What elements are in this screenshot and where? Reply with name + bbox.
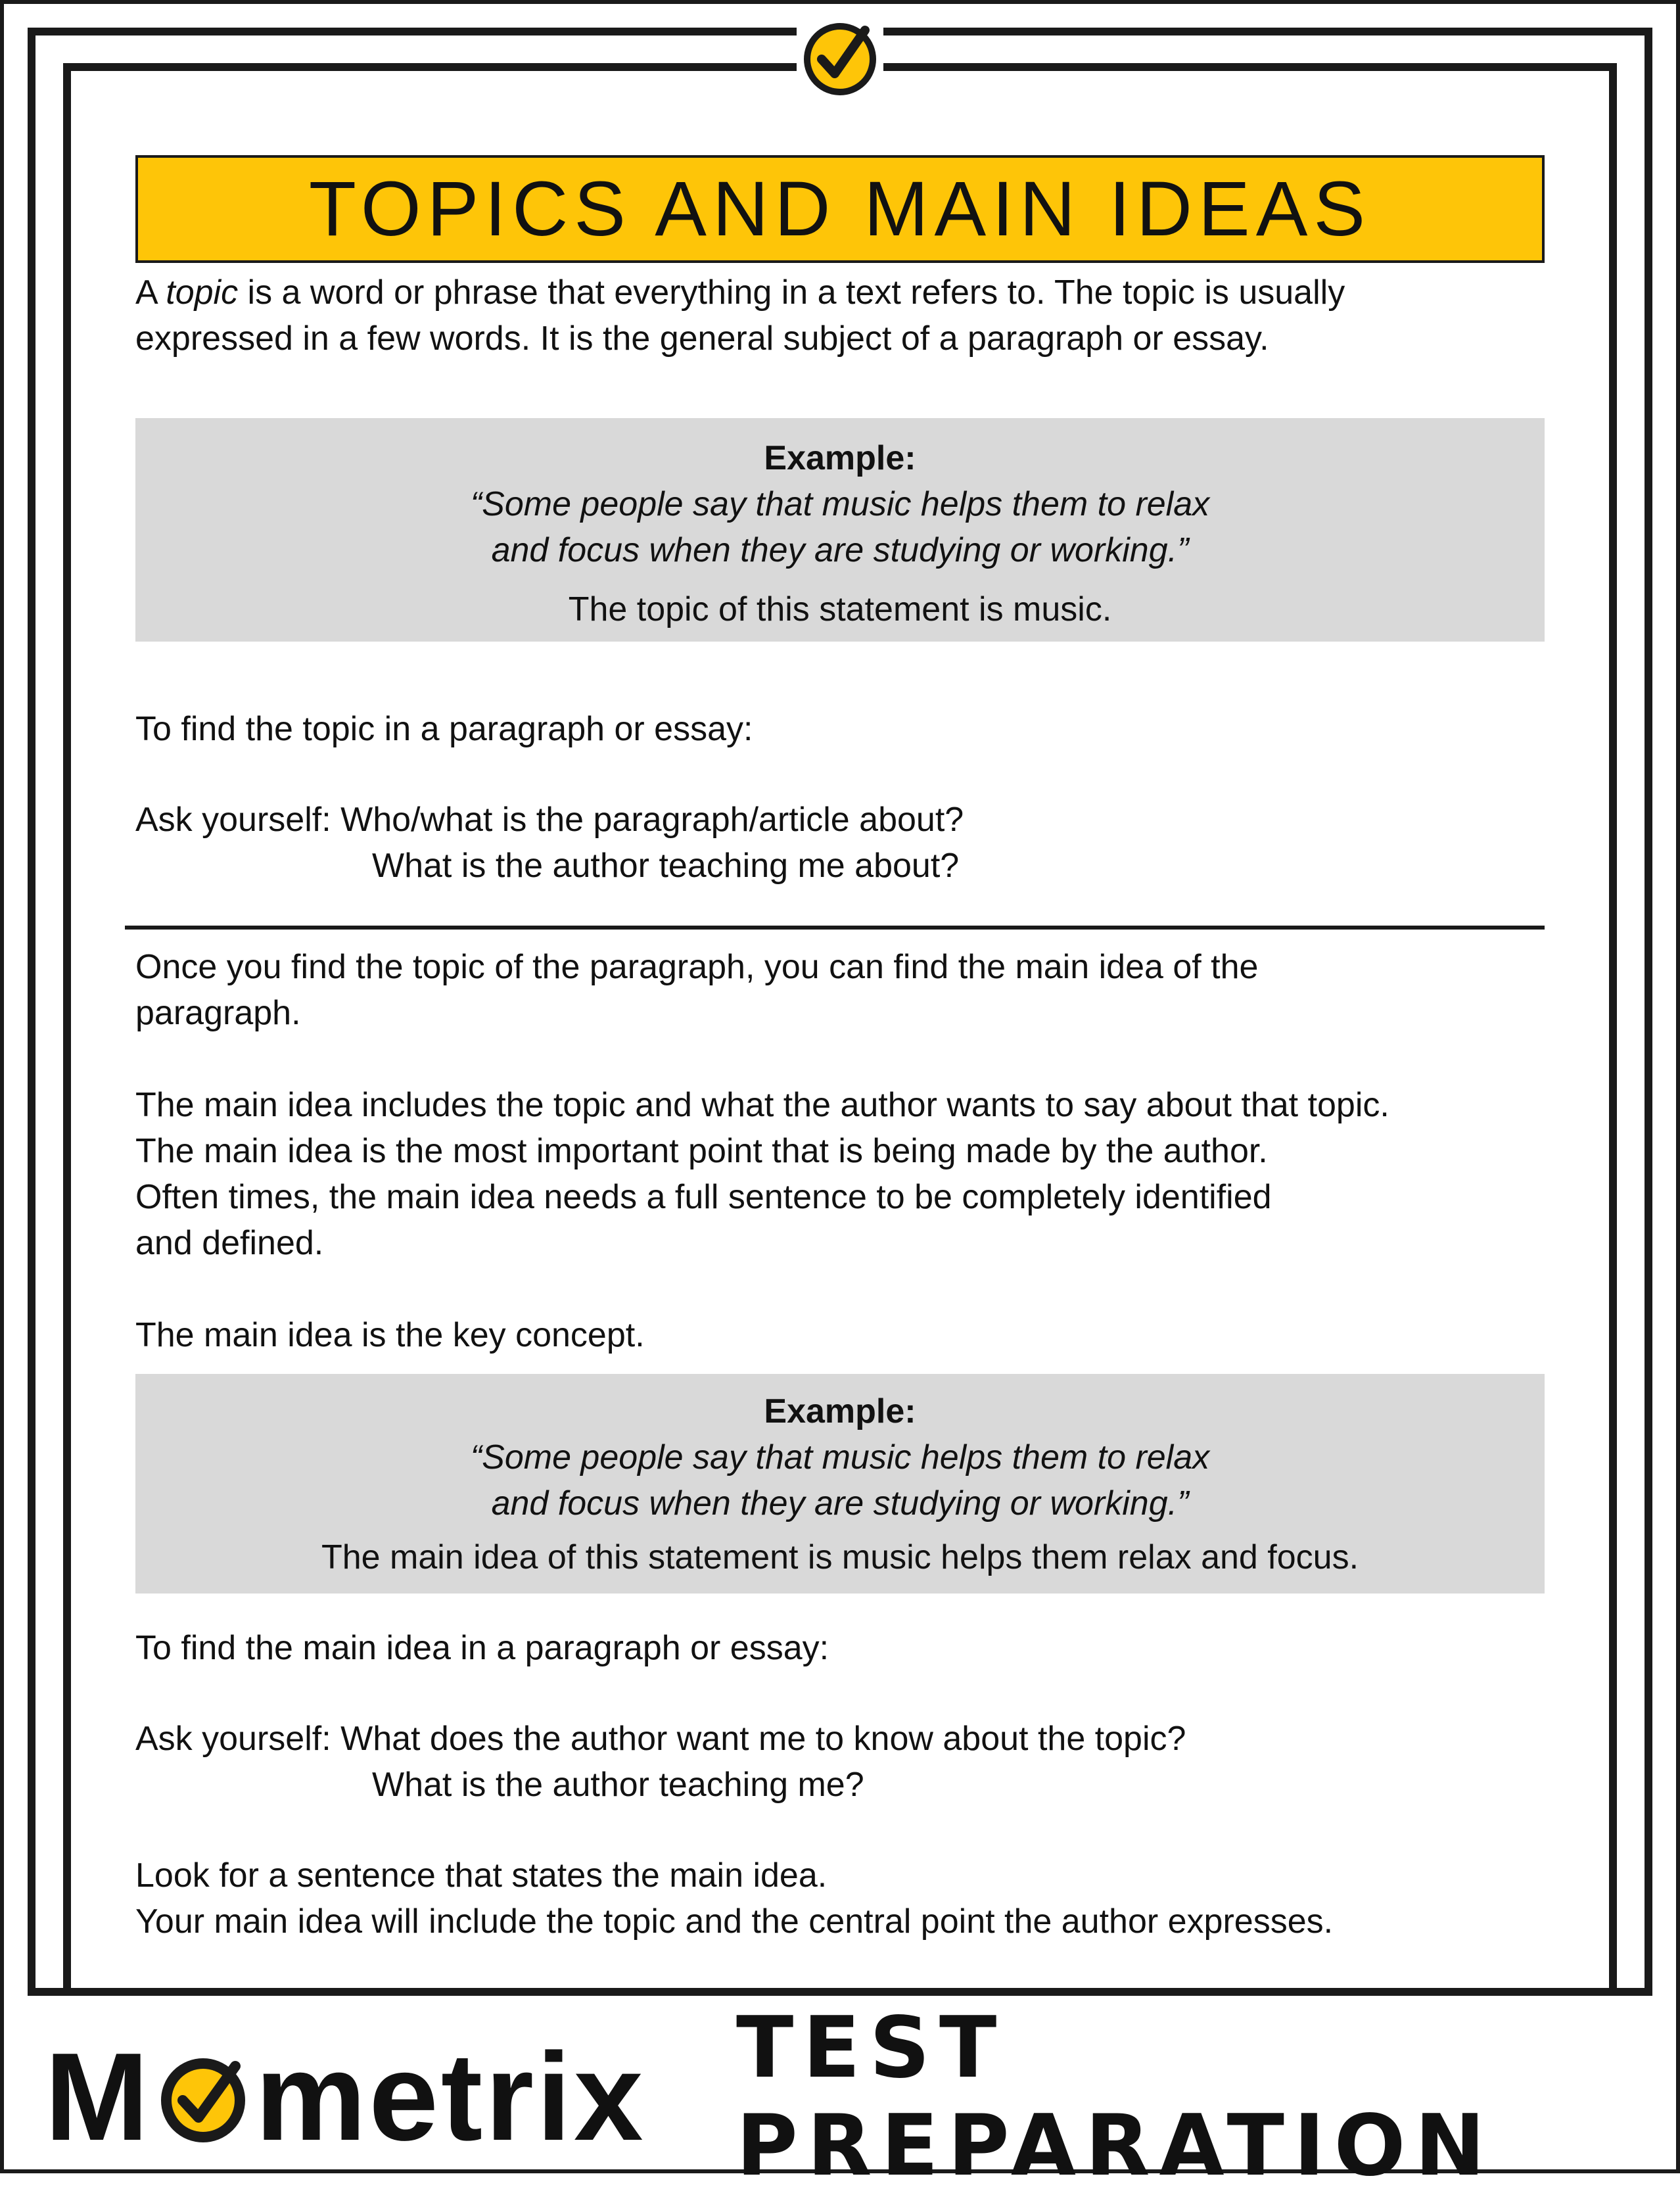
intro-rest: is a word or phrase that everything in a text refers to. The topic is usually [238, 273, 1345, 312]
main-idea-para1-line-2: paragraph. [135, 994, 301, 1032]
example-quote-line-1: “Some people say that music helps them to relax [470, 485, 1210, 523]
intro-prefix: A [135, 273, 166, 312]
example-quote-line-1: “Some people say that music helps them to relax [470, 1438, 1210, 1476]
example-label: Example: [764, 1392, 916, 1430]
example-box-topic [135, 418, 1545, 642]
question-text: What does the author want me to know about the topic? [340, 1720, 1186, 1758]
check-circle-icon [154, 2048, 252, 2146]
example-result: The main idea of this statement is music helps them relax and focus. [321, 1538, 1359, 1576]
main-idea-para2-line-3: Often times, the main idea needs a full sentence to be completely identified [135, 1178, 1272, 1216]
brand-name-rest: metrix [255, 2027, 646, 2167]
brand-letter-m: M [45, 2027, 152, 2167]
page-title: TOPICS AND MAIN IDEAS [308, 166, 1372, 252]
example-result: The topic of this statement is music. [568, 590, 1112, 628]
find-topic-question-2: What is the author teaching me about? [372, 847, 960, 885]
main-idea-para2-line-4: and defined. [135, 1224, 324, 1262]
page-title-banner [135, 155, 1545, 263]
question-text: Who/what is the paragraph/article about? [340, 801, 964, 839]
find-main-idea-question-1 [135, 1716, 1186, 1762]
find-topic-question-1 [135, 797, 964, 843]
brand-tagline: TEST PREPARATION [736, 1999, 1495, 2195]
example-quote-line-2: and focus when they are studying or working.” [491, 1484, 1189, 1522]
tip-line-1: Look for a sentence that states the main idea. [135, 1856, 828, 1895]
main-idea-para1-line-1: Once you find the topic of the paragraph, you can find the main idea of the [135, 948, 1259, 986]
intro-term: topic [166, 273, 239, 312]
find-main-idea-question-2: What is the author teaching me? [372, 1766, 864, 1804]
example-quote-line-2: and focus when they are studying or working.” [491, 531, 1189, 569]
main-idea-para2-line-2: The main idea is the most important point that is being made by the author. [135, 1132, 1268, 1170]
example-label: Example: [764, 439, 916, 477]
brand-logo [45, 2027, 646, 2167]
intro-line-1 [135, 270, 1345, 316]
check-circle-icon [797, 13, 883, 100]
find-topic-heading: To find the topic in a paragraph or essay: [135, 710, 753, 748]
find-main-idea-heading: To find the main idea in a paragraph or essay: [135, 1629, 829, 1667]
example-box-main-idea [135, 1374, 1545, 1593]
main-idea-para3: The main idea is the key concept. [135, 1316, 645, 1354]
ask-yourself-label: Ask yourself: [135, 1720, 341, 1758]
main-idea-para2-line-1: The main idea includes the topic and what the author wants to say about that topic. [135, 1086, 1389, 1124]
footer [33, 1999, 1650, 2195]
section-divider [125, 926, 1545, 930]
tip-line-2: Your main idea will include the topic and the central point the author expresses. [135, 1902, 1334, 1941]
ask-yourself-label: Ask yourself: [135, 801, 341, 839]
intro-line-2: expressed in a few words. It is the general subject of a paragraph or essay. [135, 319, 1269, 358]
